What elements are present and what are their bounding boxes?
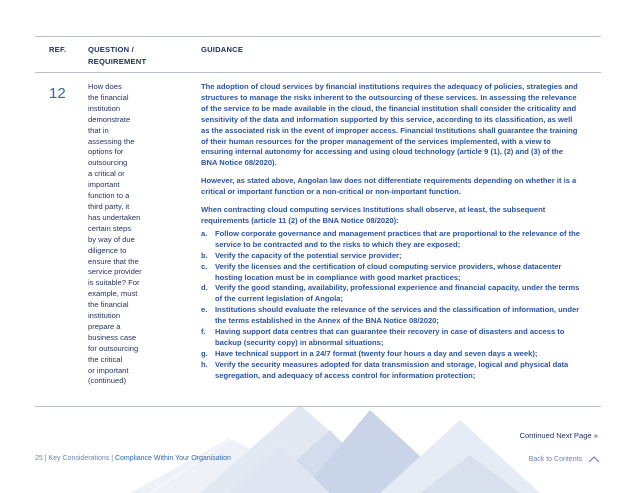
guidance-paragraph: However, as stated above, Angolan law does not differentiate requirements depending on whether it is a critical or important function or a non-critical or non-important function. [201,176,577,197]
list-item [201,283,581,305]
ref-number: 12 [49,85,66,102]
header-ref: REF. [49,45,67,54]
footer-separator: | [111,455,114,462]
list-marker: e. [201,305,208,315]
list-item-text: Have technical support in a 24/7 format (twenty four hours a day and seven days a week); [215,348,538,358]
list-item [201,262,581,284]
list-marker: h. [201,359,208,369]
requirements-list [201,229,581,382]
back-to-contents-link[interactable] [529,455,600,463]
list-marker: f. [201,327,206,337]
list-marker: g. [201,348,208,358]
back-to-contents-label: Back to Contents [528,455,583,463]
list-item [201,349,581,360]
guidance-text [201,82,581,382]
list-item-text: Institutions should evaluate the relevance of the services and the classification of information, under the terms established in the Annex of the BNA Notice 08/2020; [215,305,580,326]
header-guidance: GUIDANCE [201,45,244,54]
list-item [201,251,581,262]
continued-next-page-link[interactable]: Continued Next Page » [519,431,598,440]
list-marker: d. [201,283,208,293]
header-question: QUESTION / REQUIREMENT [88,45,147,66]
page-number: 25 [35,455,43,462]
list-item [201,229,581,251]
list-item [201,360,581,382]
table-bottom-rule [35,406,601,407]
list-item-text: Verify the security measures adopted for data transmission and storage, logical and physical data segregation, and adequacy of access control for information protection; [215,359,569,380]
list-marker: b. [201,250,208,260]
footer-document-title: Compliance Within Your Organisation [114,455,231,462]
list-item-text: Verify the good standing, availability, professional experience and financial capacity, under the terms of the current legislation of Angola; [215,283,580,304]
footer-section: Key Considerations [48,455,110,462]
question-text: How does the financial institution demonstrate that in assessing the options for outsourcing a critical or important function to a third party, it has undertaken certain steps by way of due diligence to ensure that the service provider is suitable? For example, must the financial institution prepare a business case for outsourcing the critical or important (continued) [88,82,142,386]
footer-breadcrumb [35,455,231,462]
header-bottom-rule [35,72,601,73]
list-item [201,305,581,327]
list-marker: c. [201,261,208,271]
list-item-text: Verify the licenses and the certification of cloud computing service providers, whose datacenter hosting location must be in compliance with good market practices; [215,261,562,282]
list-item-text: Verify the capacity of the potential service provider; [215,250,402,260]
list-item-text: Follow corporate governance and management practices that are proportional to the relevance of the service to be contracted and to the risks to which they are exposed; [215,228,581,249]
list-item-text: Having support data centres that can guarantee their recovery in case of disasters and access to backup (security copy) in abnormal situations; [215,327,565,347]
footer-separator: | [44,455,47,462]
guidance-paragraph: The adoption of cloud services by financial institutions requires the adequacy of policies, strategies and structures to manage the risks inherent to the outsourcing of these services. In assessing the relevance of the service to be made available in the cloud, the financial institution shall consider the criticality and sensitivity of the data and information supported by this service, according to its classification, as well as the associated risk in the event of improper access. Financial Institutions shall guarantee the training of their human resources for the proper management of the services implemented, with a view to ensuring internal autonomy for accessing and using cloud technology (article 9 (1), (2) and (3) of the BNA Notice 08/2020). [201,82,578,168]
list-item [201,327,581,349]
list-marker: a. [201,228,208,238]
guidance-paragraph: When contracting cloud computing services Institutions shall observe, at least, the subsequent requirements (article 11 (2) of the BNA Notice 08/2020): [201,205,546,225]
table-top-rule [35,36,601,37]
chevron-up-icon [588,455,600,463]
